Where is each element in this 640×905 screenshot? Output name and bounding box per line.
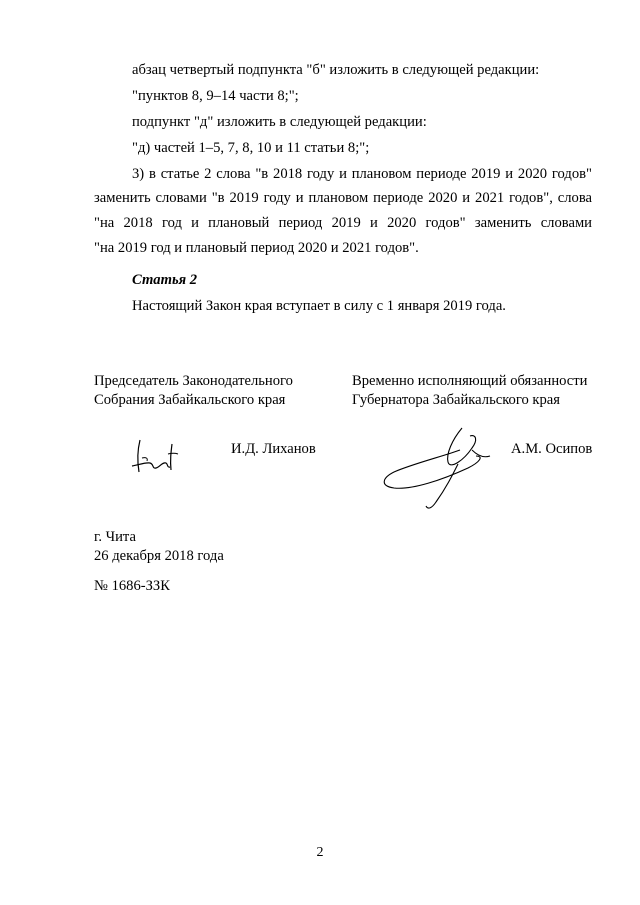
paragraph-5-line-3: "на 2018 год и плановый период 2019 и 2020 годов" заменить словами [94,215,592,231]
right-title-line-2: Губернатора Забайкальского края [352,392,560,408]
right-signatory-name: А.М. Осипов [511,441,593,457]
article-heading: Статья 2 [132,272,198,288]
paragraph-2: "пунктов 8, 9–14 части 8;"; [132,88,299,104]
paragraph-1: абзац четвертый подпункта "б" изложить в следующей редакции: [132,62,540,78]
left-signatory-name: И.Д. Лиханов [231,441,316,457]
paragraph-5-line-4: "на 2019 год и плановый период 2020 и 2021 годов". [94,240,419,256]
paragraph-3: подпункт "д" изложить в следующей редакции: [132,114,427,130]
page-number: 2 [316,845,324,860]
place: г. Чита [94,529,136,545]
left-signatory-title [94,372,293,410]
left-title-line-2: Собрания Забайкальского края [94,392,286,408]
left-title-line-1: Председатель Законодательного [94,373,293,389]
right-signatory-title [352,372,587,410]
paragraph-4: "д) частей 1–5, 7, 8, 10 и 11 статьи 8;"; [132,140,370,156]
left-signature [128,436,186,478]
law-number: № 1686-ЗЗК [94,578,170,594]
right-signature [372,420,502,510]
paragraph-5-line-2: заменить словами "в 2019 году и плановом периоде 2020 и 2021 годов", слова [94,190,592,206]
right-title-line-1: Временно исполняющий обязанности [352,373,588,389]
paragraph-5-line-1: 3) в статье 2 слова "в 2018 году и плановом периоде 2019 и 2020 годов" [132,166,592,182]
article-text: Настоящий Закон края вступает в силу с 1 января 2019 года. [132,298,506,314]
date: 26 декабря 2018 года [94,548,224,564]
